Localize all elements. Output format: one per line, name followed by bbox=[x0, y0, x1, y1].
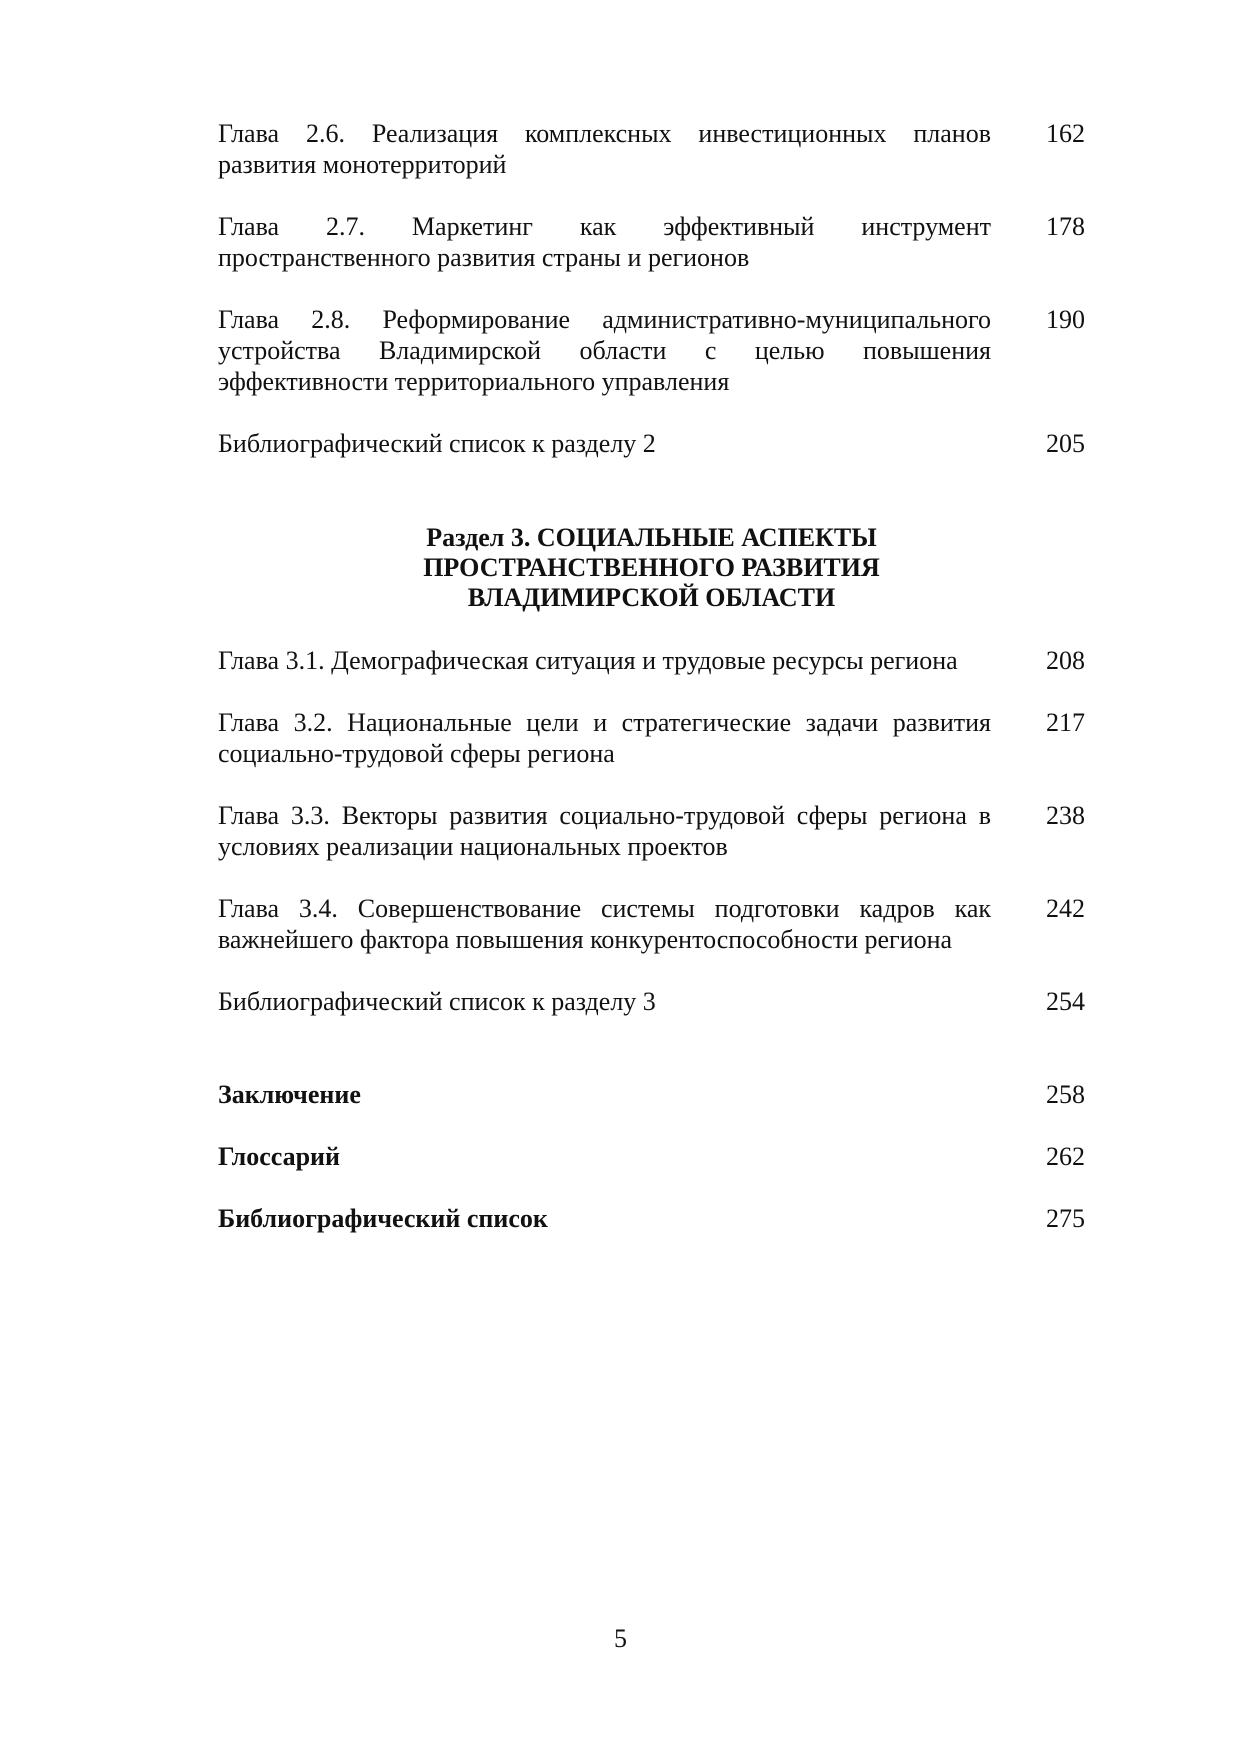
toc-entry-3-2[interactable] bbox=[218, 707, 1085, 769]
toc-entry-bibliography-2[interactable] bbox=[218, 428, 1085, 459]
page-number: 5 bbox=[614, 1624, 627, 1653]
toc-entry-page: 178 bbox=[1046, 212, 1085, 241]
toc-entry-title: Глава 2.6. Реализация комплексных инвестиционных планов развития монотерриторий bbox=[218, 119, 991, 179]
toc-entry-page: 258 bbox=[1046, 1080, 1085, 1109]
toc-entry-page: 262 bbox=[1046, 1142, 1085, 1171]
toc-entry-page: 190 bbox=[1046, 305, 1085, 334]
toc-entry-2-7[interactable] bbox=[218, 211, 1085, 273]
toc-entry-page: 217 bbox=[1046, 708, 1085, 737]
toc-entry-3-3[interactable] bbox=[218, 800, 1085, 862]
toc-entry-title: Глава 3.1. Демографическая ситуация и трудовые ресурсы региона bbox=[218, 646, 958, 675]
toc-entry-bibliography[interactable] bbox=[218, 1203, 1085, 1234]
section-3-heading bbox=[218, 523, 1085, 613]
toc-entry-title: Библиографический список bbox=[218, 1204, 548, 1233]
toc-entry-conclusion[interactable] bbox=[218, 1079, 1085, 1110]
toc-entry-glossary[interactable] bbox=[218, 1141, 1085, 1172]
toc-entry-page: 162 bbox=[1046, 119, 1085, 148]
toc-entry-title: Библиографический список к разделу 3 bbox=[218, 987, 656, 1016]
section-heading-line: ВЛАДИМИРСКОЙ ОБЛАСТИ bbox=[467, 583, 836, 612]
toc-entry-3-4[interactable] bbox=[218, 893, 1085, 955]
toc-entry-page: 275 bbox=[1046, 1204, 1085, 1233]
toc-entry-page: 205 bbox=[1046, 429, 1085, 458]
section-heading-line: Раздел 3. СОЦИАЛЬНЫЕ АСПЕКТЫ bbox=[426, 523, 877, 552]
section-heading-line: ПРОСТРАНСТВЕННОГО РАЗВИТИЯ bbox=[423, 553, 880, 582]
toc-entry-page: 238 bbox=[1046, 801, 1085, 830]
toc-entry-title: Глава 3.2. Национальные цели и стратегические задачи развития социально-трудовой сферы региона bbox=[218, 708, 991, 768]
toc-entry-title: Глава 2.7. Маркетинг как эффективный инструмент пространственного развития страны и регионов bbox=[218, 212, 991, 272]
toc-entry-2-6[interactable] bbox=[218, 118, 1085, 180]
toc-entry-3-1[interactable] bbox=[218, 645, 1085, 676]
toc-entry-2-8[interactable] bbox=[218, 304, 1085, 397]
toc-entry-page: 208 bbox=[1046, 646, 1085, 675]
toc-entry-title: Глава 3.4. Совершенствование системы подготовки кадров как важнейшего фактора повышения конкурентоспособности региона bbox=[218, 894, 991, 954]
toc-entry-title: Глава 2.8. Реформирование административно-муниципального устройства Владимирской области с целью повышения эффективности территориального управления bbox=[218, 305, 991, 396]
toc-entry-title: Заключение bbox=[218, 1080, 361, 1109]
toc-entry-bibliography-3[interactable] bbox=[218, 986, 1085, 1017]
toc-entry-title: Глава 3.3. Векторы развития социально-трудовой сферы региона в условиях реализации национальных проектов bbox=[218, 801, 991, 861]
toc-entry-title: Глоссарий bbox=[218, 1142, 341, 1171]
toc-entry-title: Библиографический список к разделу 2 bbox=[218, 429, 656, 458]
toc-entry-page: 254 bbox=[1046, 987, 1085, 1016]
toc-entry-page: 242 bbox=[1046, 894, 1085, 923]
